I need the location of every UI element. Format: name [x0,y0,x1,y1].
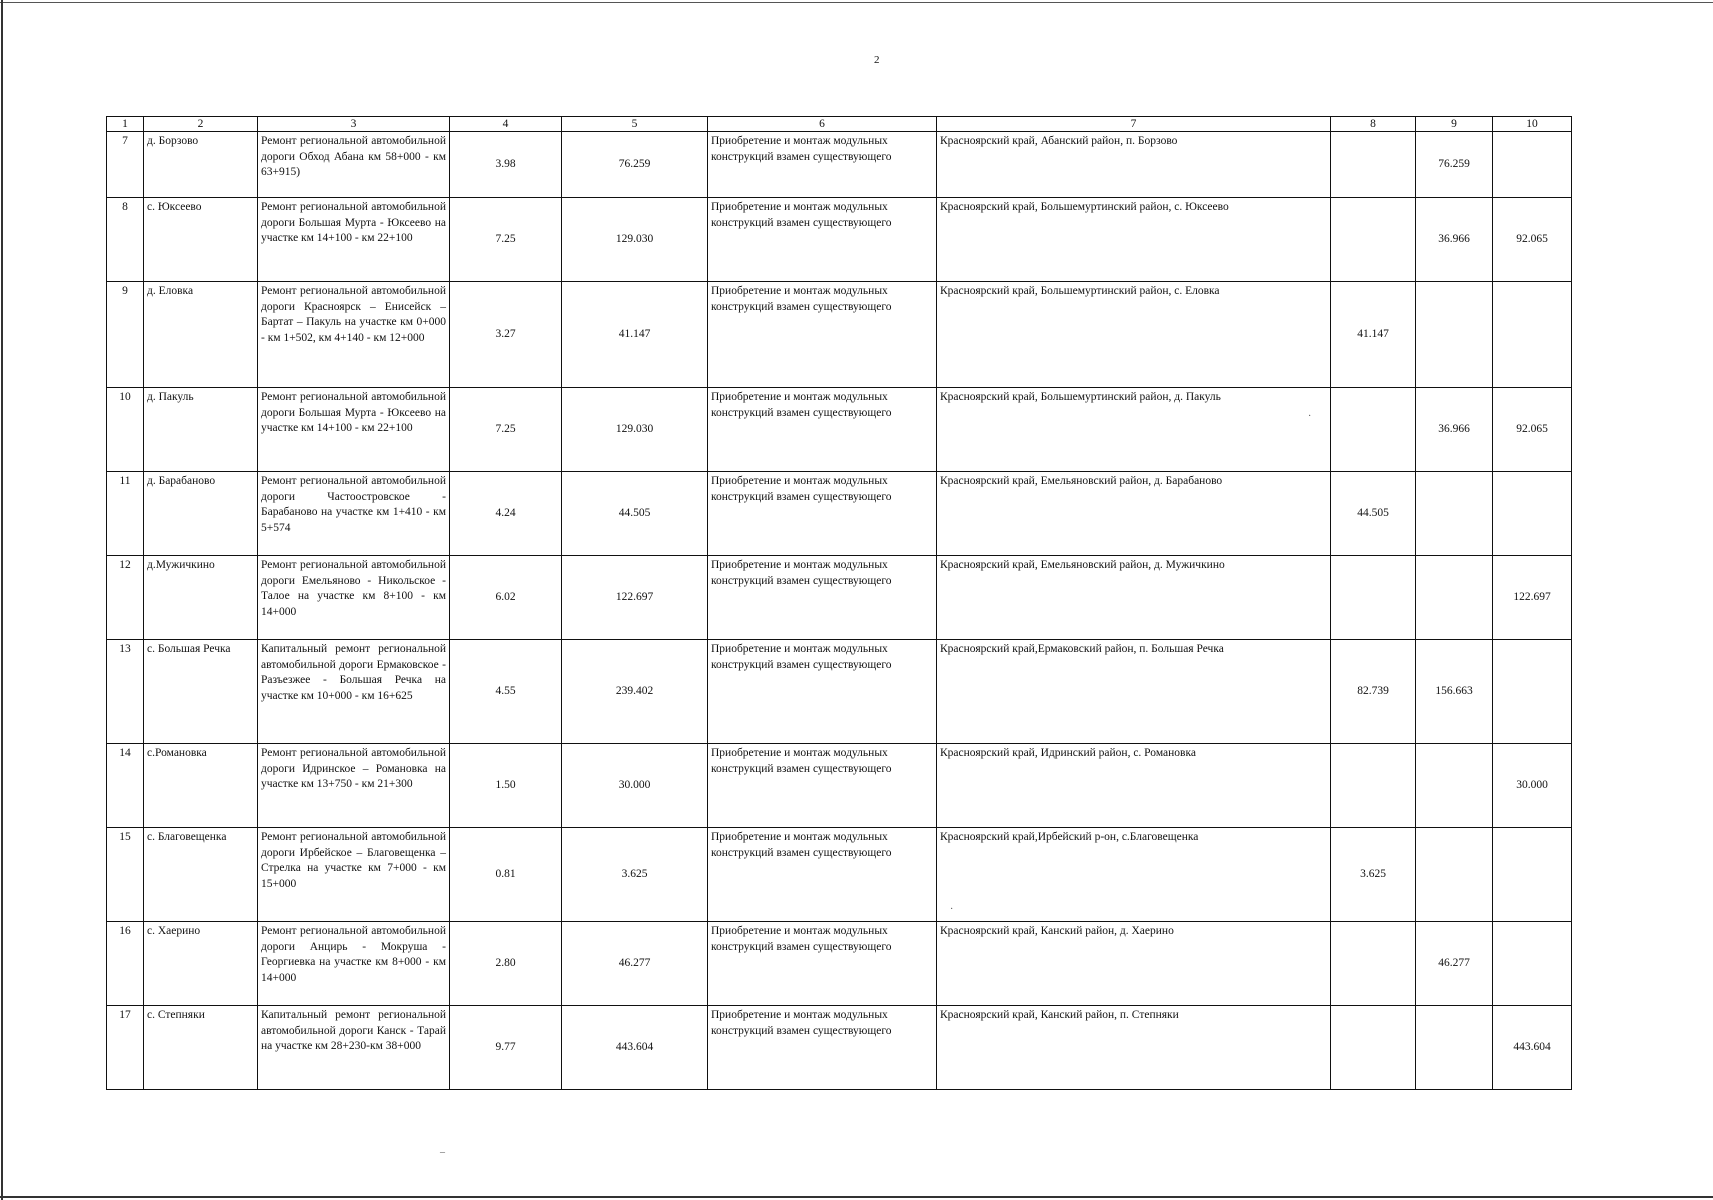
measure-description: Приобретение и монтаж модульных конструкций взамен существующего [708,556,937,640]
value-col-8 [1331,1006,1416,1090]
road-length: 2.80 [450,922,562,1006]
total-cost: 239.402 [562,640,708,744]
header-cell: 9 [1416,117,1493,132]
value-col-10: 443.604 [1493,1006,1572,1090]
location-address: Красноярский край, Большемуртинский район, с. Юксеево [937,198,1331,282]
total-cost: 76.259 [562,132,708,198]
road-length: 3.27 [450,282,562,388]
header-cell: 3 [258,117,450,132]
value-col-10: 92.065 [1493,388,1572,472]
total-cost: 443.604 [562,1006,708,1090]
value-col-8: 41.147 [1331,282,1416,388]
table-row [107,198,1572,282]
row-number: 7 [107,132,144,198]
value-col-8: 44.505 [1331,472,1416,556]
left-border-line [1,0,3,1200]
settlement-name: д. Еловка [144,282,258,388]
value-col-9 [1416,472,1493,556]
scan-speck: _ [440,1143,445,1154]
total-cost: 46.277 [562,922,708,1006]
value-col-8 [1331,556,1416,640]
value-col-9 [1416,744,1493,828]
settlement-name: д. Барабаново [144,472,258,556]
road-length: 1.50 [450,744,562,828]
scan-speck: · [950,904,954,915]
value-col-10 [1493,472,1572,556]
row-number: 9 [107,282,144,388]
value-col-9: 36.966 [1416,198,1493,282]
location-address: Красноярский край,Ирбейский р-он, с.Благовещенка [937,828,1331,922]
roads-table [106,116,1572,1090]
value-col-8 [1331,132,1416,198]
header-cell: 6 [708,117,937,132]
measure-description: Приобретение и монтаж модульных конструкций взамен существующего [708,472,937,556]
settlement-name: с.Романовка [144,744,258,828]
measure-description: Приобретение и монтаж модульных конструкций взамен существующего [708,282,937,388]
road-length: 0.81 [450,828,562,922]
table-row [107,282,1572,388]
table-row [107,1006,1572,1090]
measure-description: Приобретение и монтаж модульных конструкций взамен существующего [708,828,937,922]
total-cost: 129.030 [562,198,708,282]
work-description: Ремонт региональной автомобильной дороги Красноярск – Енисейск – Бартат – Пакуль на участке км 0+000 - км 1+502, км 4+140 - км 12+000 [258,282,450,388]
work-description: Ремонт региональной автомобильной дороги Идринское – Романовка на участке км 13+750 - км 21+300 [258,744,450,828]
value-col-8 [1331,744,1416,828]
table-row [107,388,1572,472]
work-description: Ремонт региональной автомобильной дороги Ирбейское – Благовещенка – Стрелка на участке км 7+000 - км 15+000 [258,828,450,922]
location-address: Красноярский край, Идринский район, с. Романовка [937,744,1331,828]
row-number: 14 [107,744,144,828]
row-number: 11 [107,472,144,556]
value-col-8 [1331,198,1416,282]
row-number: 16 [107,922,144,1006]
row-number: 8 [107,198,144,282]
value-col-10 [1493,132,1572,198]
table-row [107,556,1572,640]
value-col-10: 122.697 [1493,556,1572,640]
settlement-name: д. Борзово [144,132,258,198]
total-cost: 41.147 [562,282,708,388]
measure-description: Приобретение и монтаж модульных конструкций взамен существующего [708,922,937,1006]
value-col-10 [1493,828,1572,922]
value-col-10 [1493,922,1572,1006]
header-row [107,117,1572,132]
header-cell: 8 [1331,117,1416,132]
value-col-8 [1331,922,1416,1006]
measure-description: Приобретение и монтаж модульных конструкций взамен существующего [708,388,937,472]
header-cell: 5 [562,117,708,132]
row-number: 13 [107,640,144,744]
location-address: Красноярский край,Ермаковский район, п. Большая Речка [937,640,1331,744]
location-address: Красноярский край, Канский район, д. Хаерино [937,922,1331,1006]
settlement-name: с. Степняки [144,1006,258,1090]
measure-description: Приобретение и монтаж модульных конструкций взамен существующего [708,198,937,282]
value-col-9: 36.966 [1416,388,1493,472]
road-length: 9.77 [450,1006,562,1090]
road-length: 6.02 [450,556,562,640]
bottom-border-line [0,1196,1713,1198]
measure-description: Приобретение и монтаж модульных конструкций взамен существующего [708,640,937,744]
measure-description: Приобретение и монтаж модульных конструкций взамен существующего [708,132,937,198]
settlement-name: д. Пакуль [144,388,258,472]
value-col-9: 46.277 [1416,922,1493,1006]
value-col-9 [1416,282,1493,388]
table-row [107,132,1572,198]
settlement-name: д.Мужичкино [144,556,258,640]
value-col-9: 76.259 [1416,132,1493,198]
total-cost: 3.625 [562,828,708,922]
settlement-name: с. Благовещенка [144,828,258,922]
value-col-10 [1493,282,1572,388]
road-length: 7.25 [450,388,562,472]
work-description: Ремонт региональной автомобильной дороги Емельяново - Никольское - Талое на участке км 8+100 - км 14+000 [258,556,450,640]
location-address: Красноярский край, Большемуртинский район, д. Пакуль [937,388,1331,472]
measure-description: Приобретение и монтаж модульных конструкций взамен существующего [708,1006,937,1090]
value-col-10: 30.000 [1493,744,1572,828]
value-col-9 [1416,828,1493,922]
page-number: 2 [874,54,880,66]
value-col-9 [1416,1006,1493,1090]
row-number: 15 [107,828,144,922]
location-address: Красноярский край, Абанский район, п. Борзово [937,132,1331,198]
settlement-name: с. Хаерино [144,922,258,1006]
header-cell: 10 [1493,117,1572,132]
table-row [107,472,1572,556]
header-cell: 7 [937,117,1331,132]
value-col-9 [1416,556,1493,640]
total-cost: 44.505 [562,472,708,556]
work-description: Ремонт региональной автомобильной дороги Большая Мурта - Юксеево на участке км 14+100 - км 22+100 [258,198,450,282]
value-col-9: 156.663 [1416,640,1493,744]
row-number: 10 [107,388,144,472]
value-col-8: 82.739 [1331,640,1416,744]
scan-speck: · [1308,411,1312,422]
table-row [107,922,1572,1006]
work-description: Капитальный ремонт региональной автомобильной дороги Ермаковское - Разъезжее - Большая Речка на участке км 10+000 - км 16+625 [258,640,450,744]
location-address: Красноярский край, Емельяновский район, д. Барабаново [937,472,1331,556]
total-cost: 129.030 [562,388,708,472]
top-border-line [0,2,1713,3]
location-address: Красноярский край, Большемуртинский район, с. Еловка [937,282,1331,388]
value-col-8 [1331,388,1416,472]
header-cell: 4 [450,117,562,132]
total-cost: 30.000 [562,744,708,828]
settlement-name: с. Юксеево [144,198,258,282]
header-cell: 1 [107,117,144,132]
road-length: 4.24 [450,472,562,556]
value-col-10 [1493,640,1572,744]
row-number: 17 [107,1006,144,1090]
measure-description: Приобретение и монтаж модульных конструкций взамен существующего [708,744,937,828]
table-row [107,828,1572,922]
work-description: Ремонт региональной автомобильной дороги Анцирь - Мокруша - Георгиевка на участке км 8+000 - км 14+000 [258,922,450,1006]
road-length: 7.25 [450,198,562,282]
value-col-8: 3.625 [1331,828,1416,922]
location-address: Красноярский край, Канский район, п. Степняки [937,1006,1331,1090]
work-description: Ремонт региональной автомобильной дороги Обход Абана км 58+000 - км 63+915) [258,132,450,198]
value-col-10: 92.065 [1493,198,1572,282]
work-description: Ремонт региональной автомобильной дороги Большая Мурта - Юксеево на участке км 14+100 - км 22+100 [258,388,450,472]
row-number: 12 [107,556,144,640]
settlement-name: с. Большая Речка [144,640,258,744]
road-length: 3.98 [450,132,562,198]
road-length: 4.55 [450,640,562,744]
work-description: Ремонт региональной автомобильной дороги Частоостровское - Барабаново на участке км 1+410 - км 5+574 [258,472,450,556]
table-row [107,744,1572,828]
header-cell: 2 [144,117,258,132]
total-cost: 122.697 [562,556,708,640]
table-row [107,640,1572,744]
work-description: Капитальный ремонт региональной автомобильной дороги Канск - Тарай на участке км 28+230-км 38+000 [258,1006,450,1090]
location-address: Красноярский край, Емельяновский район, д. Мужичкино [937,556,1331,640]
